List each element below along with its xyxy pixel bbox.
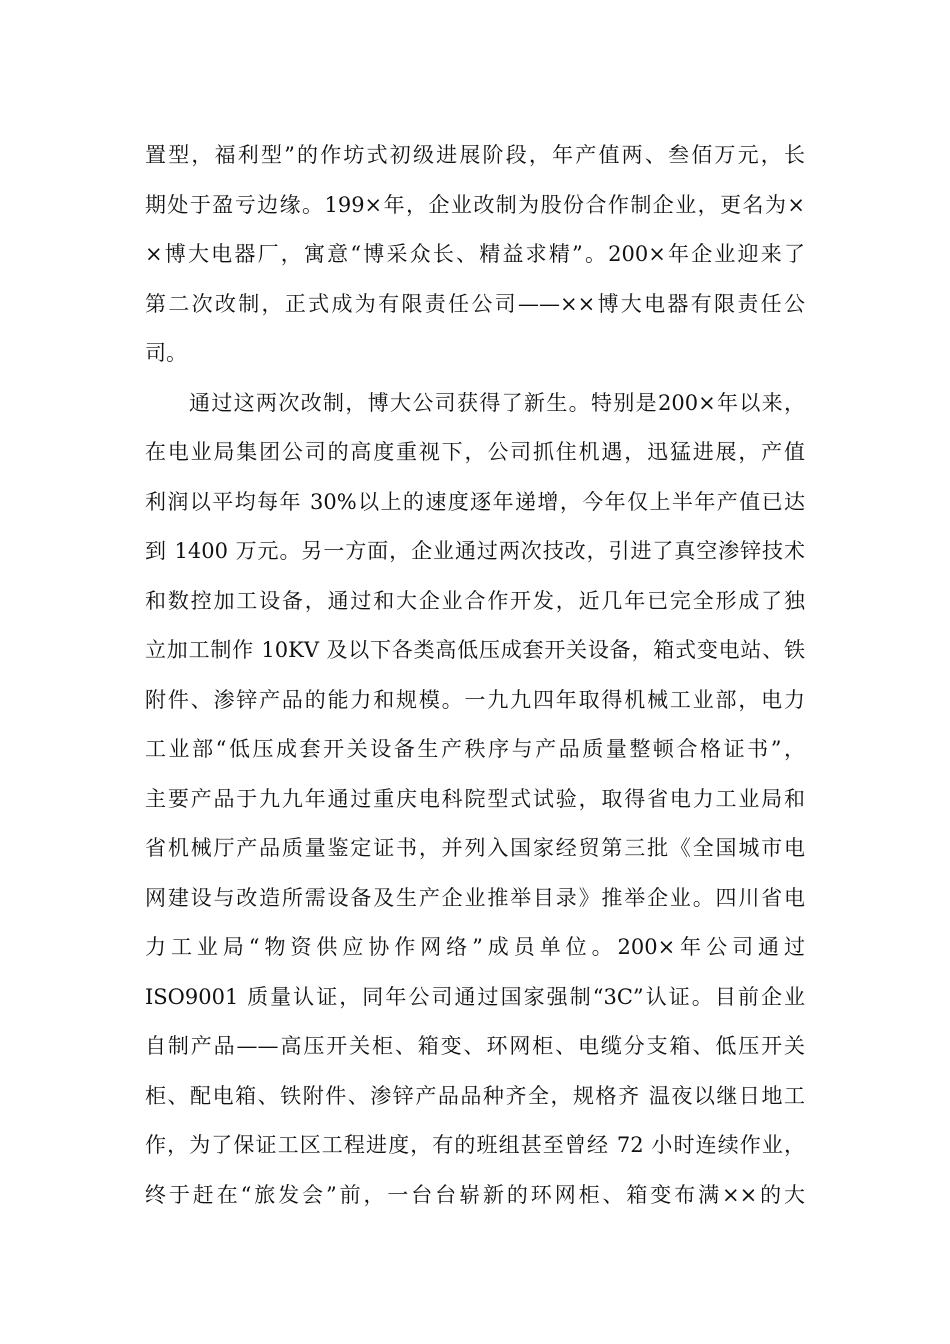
text-line: 省机械厅产品质量鉴定证书，并列入国家经贸第三批《全国城市电 <box>145 836 805 860</box>
text-line: ×博大电器厂，寓意“博采众长、精益求精”。200×年企业迎来了 <box>145 242 805 266</box>
text-line: 力工业局“物资供应协作网络”成员单位。200×年公司通过 <box>145 935 805 959</box>
text-line: 到 1400 万元。另一方面，企业通过两次技改，引进了真空渗锌技术 <box>145 539 805 563</box>
text-line: 第二次改制，正式成为有限责任公司——××博大电器有限责任公 <box>145 291 805 316</box>
paragraph-first-line: 通过这两次改制，博大公司获得了新生。特别是200×年以来， <box>189 390 805 415</box>
text-line: 柜、配电箱、铁附件、渗锌产品品种齐全，规格齐 温夜以继日地工 <box>145 1083 805 1108</box>
text-line: 期处于盈亏边缘。199×年，企业改制为股份合作制企业，更名为× <box>145 192 805 217</box>
text-line: 利润以平均每年 30%以上的速度逐年递增，今年仅上半年产值已达 <box>145 489 805 514</box>
text-line: 置型，福利型”的作坊式初级进展阶段，年产值两、叁佰万元，长 <box>145 143 805 167</box>
text-line: 附件、渗锌产品的能力和规模。一九九四年取得机械工业部，电力 <box>145 687 805 712</box>
text-line: 工业部“低压成套开关设备生产秩序与产品质量整顿合格证书”， <box>145 737 805 761</box>
text-line: 司。 <box>145 341 187 365</box>
text-line: 立加工制作 10KV 及以下各类高低压成套开关设备，箱式变电站、铁 <box>145 638 805 662</box>
text-line: 和数控加工设备，通过和大企业合作开发，近几年已完全形成了独 <box>145 588 805 613</box>
text-line: 作，为了保证工区工程进度，有的班组甚至曾经 72 小时连续作业， <box>145 1133 805 1157</box>
text-line: 自制产品——高压开关柜、箱变、环网柜、电缆分支箱、低压开关 <box>145 1034 805 1058</box>
document-body <box>145 131 805 1220</box>
text-line: 主要产品于九九年通过重庆电科院型式试验，取得省电力工业局和 <box>145 786 805 811</box>
text-line: 网建设与改造所需设备及生产企业推举目录》推举企业。四川省电 <box>145 885 805 910</box>
text-line: 在电业局集团公司的高度重视下，公司抓住机遇，迅猛进展，产值 <box>145 440 805 464</box>
text-line: ISO9001 质量认证，同年公司通过国家强制“3C”认证。目前企业 <box>145 984 805 1009</box>
text-line: 终于赶在“旅发会”前，一台台崭新的环网柜、箱变布满××的大 <box>145 1182 805 1207</box>
